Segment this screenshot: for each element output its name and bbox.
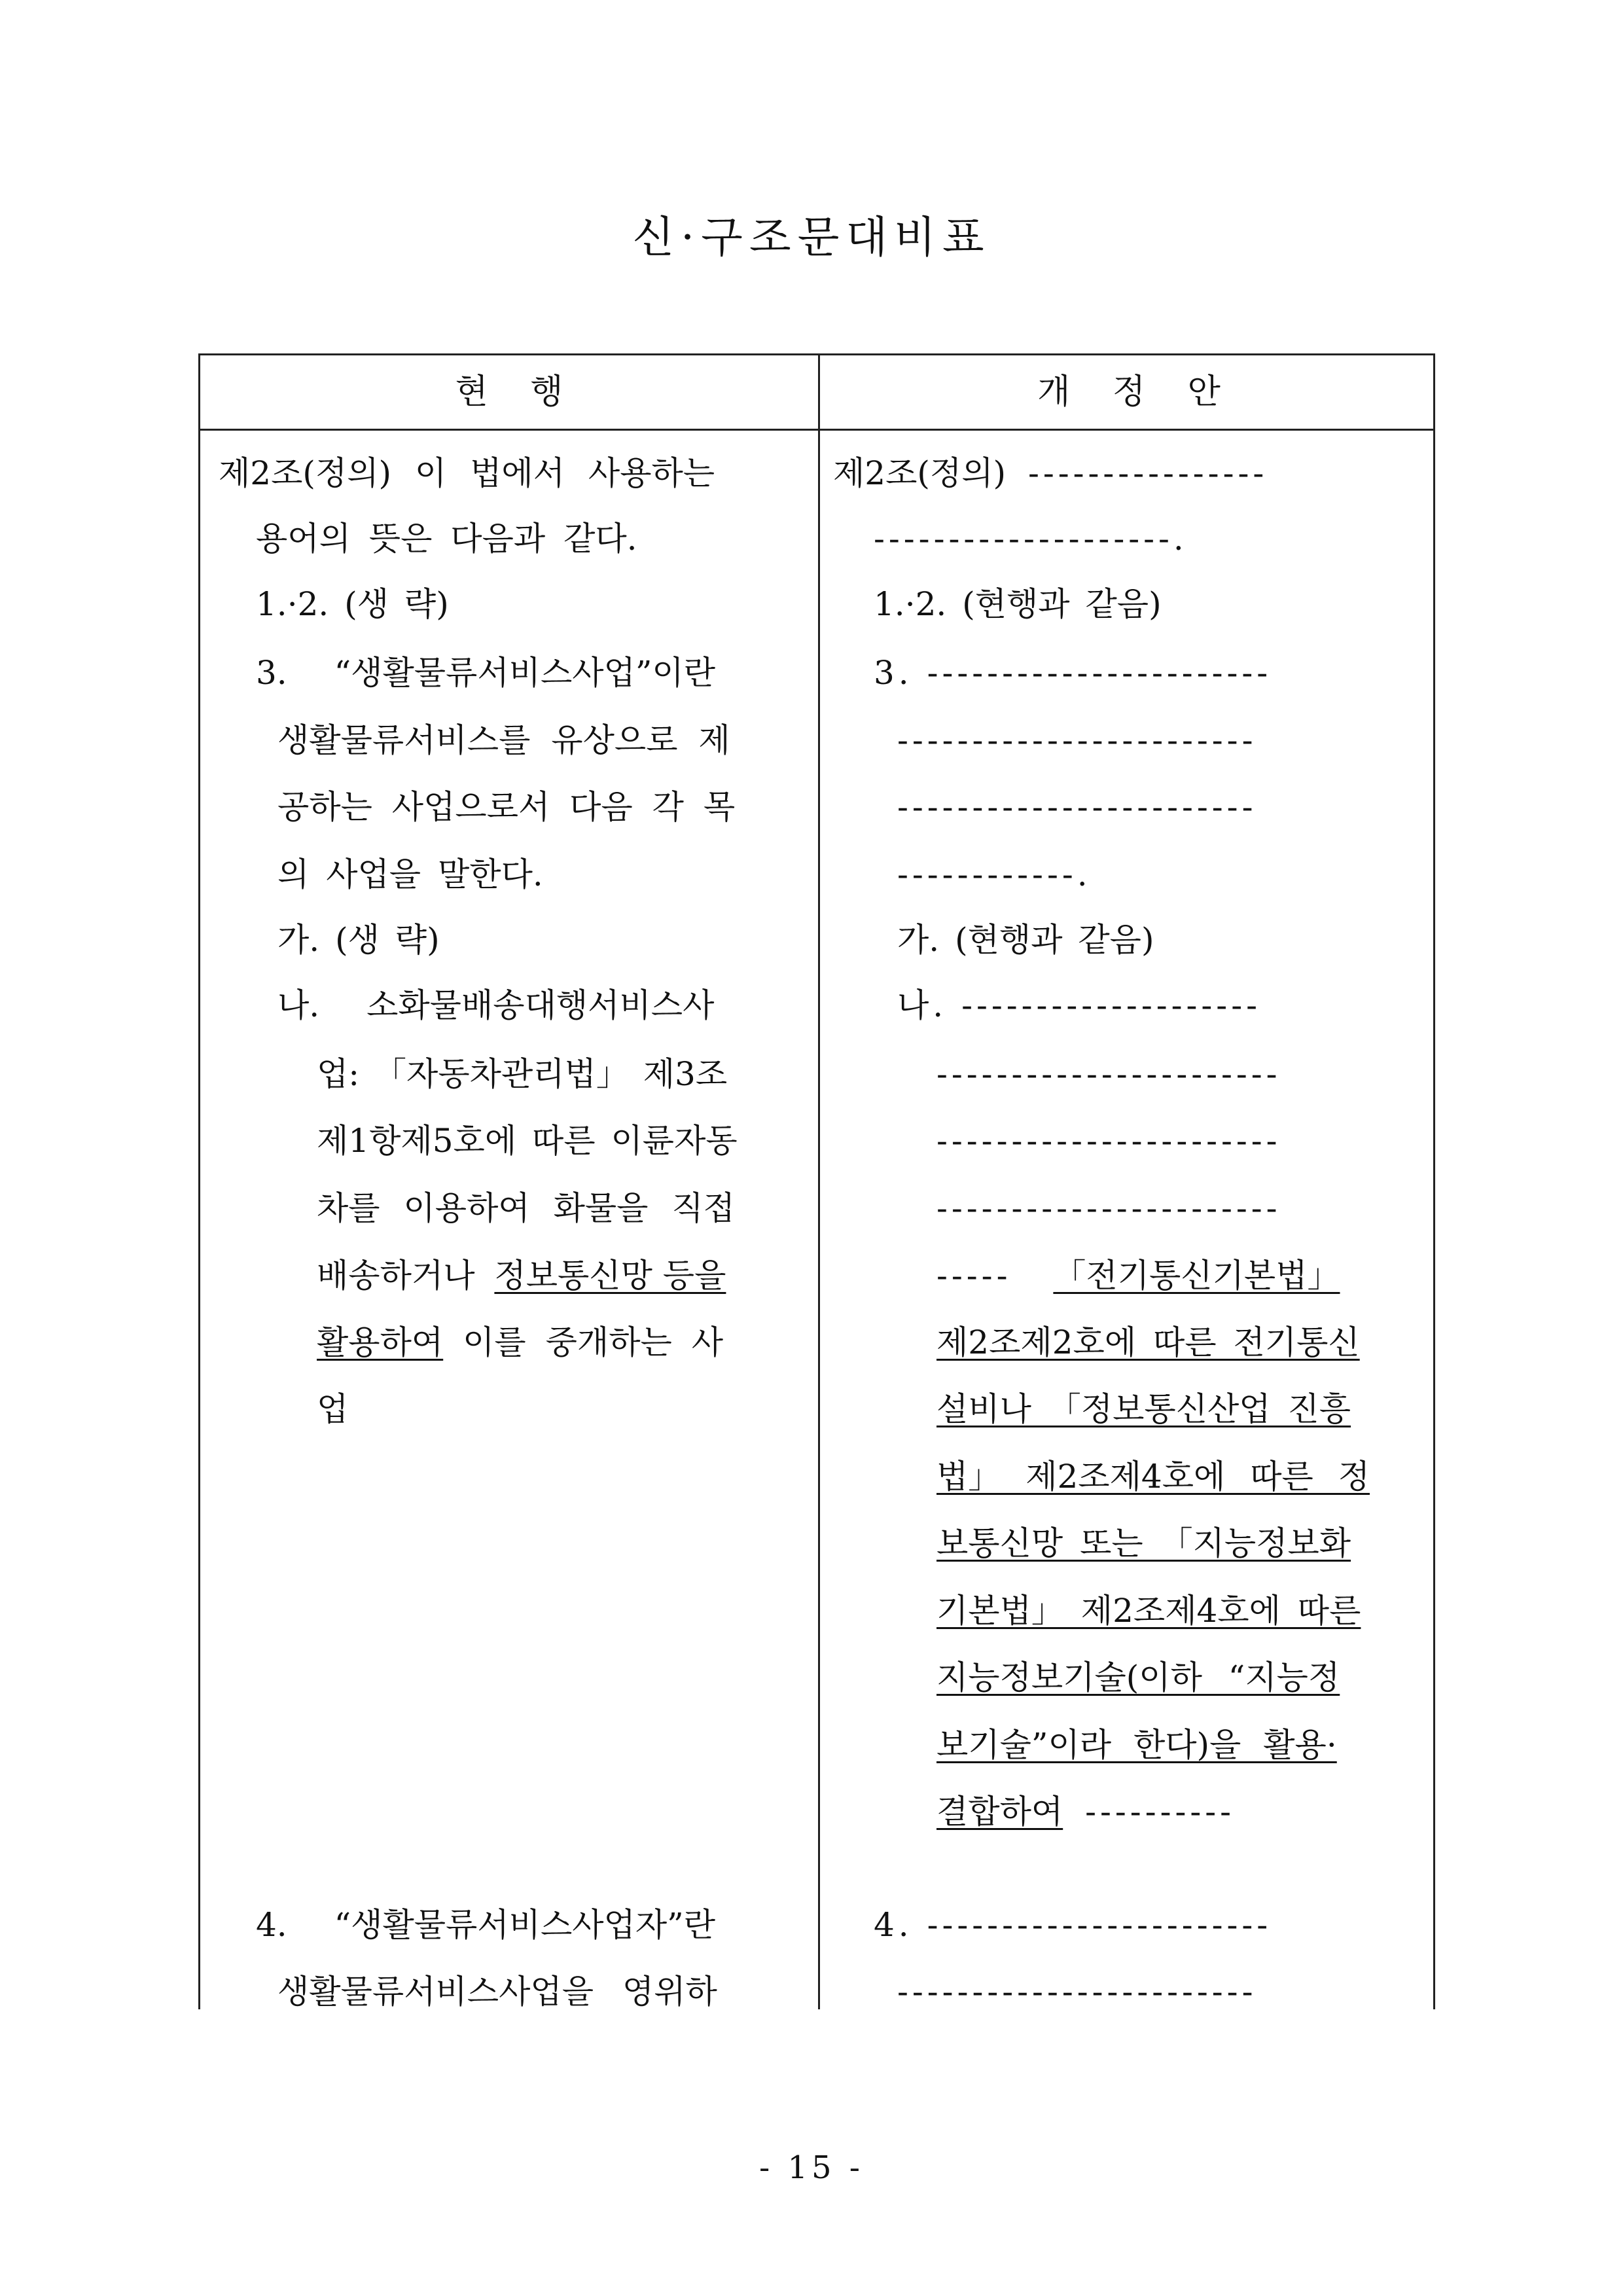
header-current: 현 행 — [455, 372, 563, 412]
left-line: 업 — [317, 1390, 349, 1428]
right-line: 3. ----------------------- — [874, 654, 1272, 692]
left-line: 4. “생활물류서비스사업자”란 — [256, 1906, 716, 1944]
underlined-text: 보통신망 또는 「지능정보화 — [936, 1524, 1351, 1562]
dash-fill: ---------------- — [1027, 454, 1268, 492]
left-text: 배송하거나 — [317, 1257, 475, 1295]
left-line: 3. “생활물류서비스사업”이란 — [256, 654, 716, 692]
left-line: 1.·2. (생 략) — [256, 585, 449, 623]
page-number: - 15 - — [758, 2149, 865, 2186]
document-title: 신·구조문대비표 — [632, 212, 991, 262]
right-line — [936, 1323, 1360, 1362]
dash-fill: ---------- — [1085, 1793, 1236, 1831]
left-line: 공하는 사업으로서 다음 각 목 — [277, 788, 736, 826]
right-line: ------------------------ — [897, 788, 1257, 826]
left-line: 용어의 뜻은 다음과 같다. — [256, 520, 637, 558]
left-line-with-underline — [317, 1256, 726, 1295]
underlined-text: 기본법」 제2조제4호에 따른 — [936, 1592, 1361, 1630]
right-line-with-underline — [936, 1256, 1340, 1295]
right-text: 제2조(정의) — [833, 454, 1007, 492]
header-proposed: 개 정 안 — [1037, 372, 1221, 412]
right-line: ----------------------- — [936, 1189, 1281, 1227]
left-line-with-underline — [317, 1323, 723, 1362]
underlined-text: 활용하여 — [317, 1323, 444, 1361]
right-line: ------------------------ — [897, 1973, 1257, 2011]
right-line: 4. ----------------------- — [874, 1906, 1272, 1944]
underlined-text: 지능정보기술(이하 “지능정 — [936, 1659, 1340, 1696]
right-line — [936, 1524, 1351, 1563]
dash-fill: ----- — [936, 1257, 1012, 1295]
underlined-text: 정보통신망 등을 — [494, 1257, 726, 1295]
left-line: 업: 「자동차관리법」 제3조 — [317, 1055, 728, 1093]
left-line: 생활물류서비스사업을 영위하 — [277, 1973, 717, 2011]
right-line — [936, 1390, 1351, 1429]
right-line — [936, 1658, 1340, 1697]
left-line: 차를 이용하여 화물을 직접 — [317, 1189, 735, 1227]
left-line: 나. 소화물배송대행서비스사 — [277, 986, 715, 1024]
left-line: 의 사업을 말한다. — [277, 855, 543, 893]
right-line — [936, 1591, 1361, 1630]
left-line: 제1항제5호에 따른 이륜자동 — [317, 1122, 738, 1160]
left-line: 제2조(정의) 이 법에서 사용하는 — [219, 454, 715, 492]
underlined-text: 제2조제2호에 따른 전기통신 — [936, 1323, 1360, 1361]
right-line: ----------------------- — [936, 1055, 1281, 1093]
left-line: 가. (생 략) — [277, 921, 440, 959]
underlined-text: 설비나 「정보통신산업 진흥 — [936, 1390, 1351, 1428]
right-line-with-underline — [936, 1792, 1235, 1831]
underlined-text: 결합하여 — [936, 1793, 1063, 1831]
table-header-row — [200, 355, 1433, 431]
left-line: 생활물류서비스를 유상으로 제 — [277, 721, 730, 759]
right-line: 나. -------------------- — [897, 986, 1261, 1024]
right-line — [833, 454, 1268, 493]
right-line: --------------------. — [874, 520, 1188, 558]
comparison-table — [198, 353, 1435, 2009]
right-line: ------------------------ — [897, 721, 1257, 759]
right-line — [936, 1725, 1337, 1765]
right-line: ----------------------- — [936, 1122, 1281, 1160]
underlined-text: 「전기통신기본법」 — [1053, 1257, 1340, 1295]
right-line: 1.·2. (현행과 같음) — [874, 585, 1162, 623]
underlined-text: 보기술”이라 한다)을 활용· — [936, 1726, 1337, 1764]
left-text: 이를 중개하는 사 — [463, 1323, 723, 1361]
right-line: 가. (현행과 같음) — [897, 921, 1154, 959]
column-divider — [818, 355, 820, 2009]
right-line — [936, 1457, 1370, 1496]
right-line: ------------. — [897, 855, 1092, 893]
underlined-text: 법」 제2조제4호에 따른 정 — [936, 1458, 1370, 1496]
